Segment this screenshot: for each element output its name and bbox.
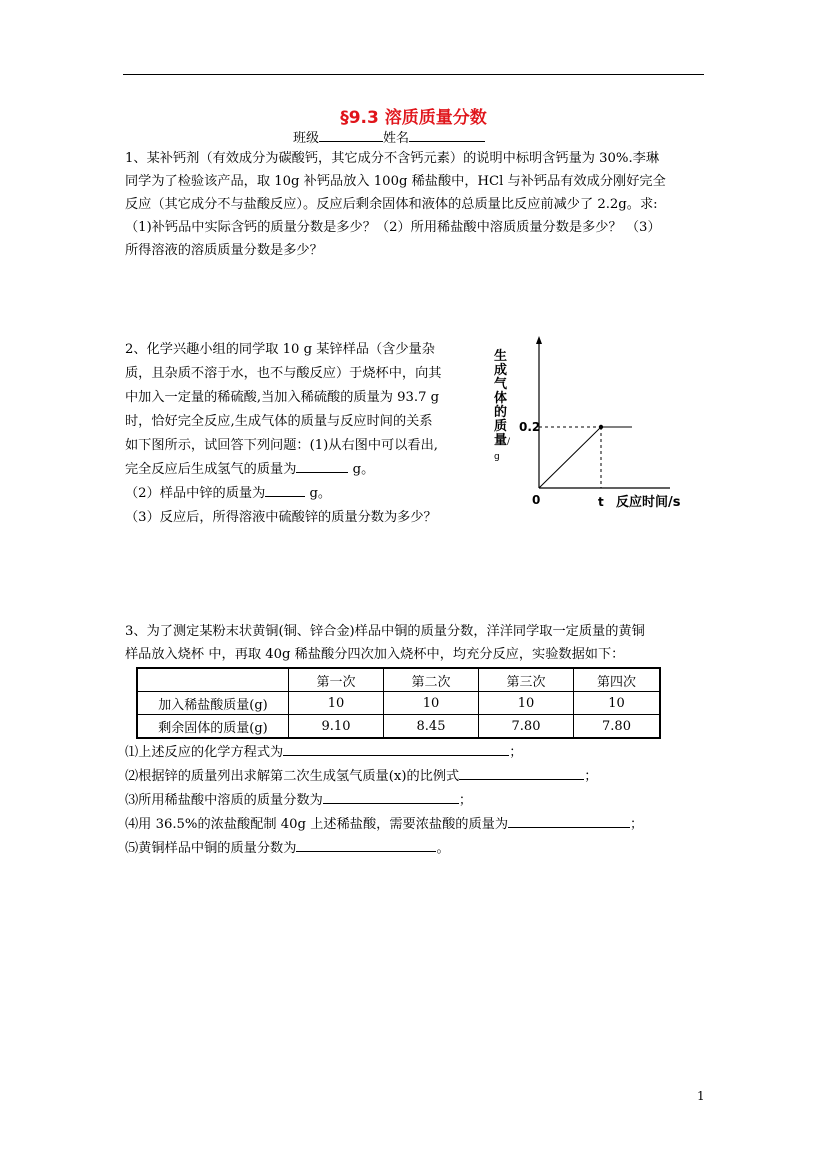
table-cell: 7.80 (574, 715, 661, 739)
name-blank (409, 128, 485, 142)
answer-blank[interactable] (508, 815, 630, 828)
table-header-cell: 第三次 (479, 668, 574, 692)
table-cell: 9.10 (289, 715, 384, 739)
answer-blank[interactable] (296, 839, 436, 852)
q2-line: 质，且杂质不溶于水，也不与酸反应）于烧杯中，向其 (125, 366, 442, 381)
x-axis-label: 反应时间/s (616, 495, 681, 510)
q3-text: ⑵根据锌的质量列出求解第二次生成氢气质量(x)的比例式 (125, 769, 460, 784)
q3-text: ； (458, 793, 472, 808)
q3-subpart (125, 765, 643, 789)
q3-text: ； (584, 769, 598, 784)
chart-y-label (494, 349, 511, 464)
q2-text: （2）样品中锌的质量为 (125, 486, 266, 501)
q2-line (125, 482, 442, 506)
q1-line: 同学为了检验该产品，取 10g 补钙品放入 100g 稀盐酸中，HCl 与补钙品有效成分刚好完全 (125, 174, 666, 189)
q2-line: 中加入一定量的稀硫酸,当加入稀硫酸的质量为 93.7 g (125, 390, 440, 405)
page-title: §9.3 溶质质量分数 (340, 108, 487, 128)
q3-text: ⑶所用稀盐酸中溶质的质量分数为 (125, 793, 323, 808)
q3-subpart (125, 837, 643, 861)
answer-blank[interactable] (296, 460, 348, 473)
table-header-cell: 第四次 (574, 668, 661, 692)
x-tick-label: t (598, 495, 604, 509)
q3-line: 3、为了测定某粉末状黄铜(铜、锌合金)样品中铜的质量分数，洋洋同学取一定质量的黄铜 (125, 624, 645, 639)
q1-line: （1)补钙品中实际含钙的质量分数是多少？（2）所用稀盐酸中溶质质量分数是多少？ （3） (125, 220, 661, 235)
table-header-cell: 第一次 (289, 668, 384, 692)
table-cell: 加入稀盐酸质量(g) (137, 692, 289, 715)
q1-line: 1、某补钙剂（有效成分为碳酸钙，其它成分不含钙元素）的说明中标明含钙量为 30%.李琳 (125, 151, 660, 166)
table-cell: 10 (574, 692, 661, 715)
data-point (599, 425, 603, 429)
question-1 (125, 147, 666, 262)
table-cell: 10 (289, 692, 384, 715)
q3-text: ⑷用 36.5%的浓盐酸配制 40g 上述稀盐酸，需要浓盐酸的质量为 (125, 817, 509, 832)
q3-subpart (125, 789, 643, 813)
table-header-cell (137, 668, 289, 692)
q2-text: g。 (348, 462, 375, 477)
data-table (136, 667, 661, 739)
q2-line: （3）反应后，所得溶液中硫酸锌的质量分数为多少？ (125, 510, 437, 525)
q3-text: 。 (436, 841, 450, 856)
y-label-text: 生成气体的质量 (494, 349, 508, 448)
table-row (137, 715, 660, 739)
q3-text: ⑴上述反应的化学方程式为 (125, 745, 284, 760)
question-2 (125, 338, 442, 530)
q3-text: ； (509, 745, 523, 760)
class-name-line (293, 127, 485, 146)
name-label: 姓名 (383, 131, 410, 146)
q3-text: ⑸黄铜样品中铜的质量分数为 (125, 841, 297, 856)
q2-line: 如下图所示，试回答下列问题：(1)从右图中可以看出, (125, 438, 438, 453)
q2-text: g。 (305, 486, 332, 501)
header-rule (123, 74, 704, 75)
table-header-row (137, 668, 660, 692)
y-axis-arrow (536, 336, 542, 344)
series-line (539, 427, 632, 488)
q1-line: 反应（其它成分不与盐酸反应）。反应后剩余固体和液体的总质量比反应前减少了 2.2g。求: (125, 197, 658, 212)
y-tick-label: 0.2 (519, 420, 541, 434)
question-3-subparts (125, 741, 643, 861)
gas-time-chart (510, 330, 690, 515)
class-label: 班级 (293, 131, 320, 146)
class-blank (319, 128, 383, 142)
origin-label: 0 (532, 493, 541, 507)
answer-blank[interactable] (323, 791, 459, 804)
table-cell: 剩余固体的质量(g) (137, 715, 289, 739)
question-3 (125, 620, 645, 666)
q2-line: 时，恰好完全反应,生成气体的质量与反应时间的关系 (125, 414, 433, 429)
q3-subpart (125, 813, 643, 837)
table-row (137, 692, 660, 715)
q2-line: 2、化学兴趣小组的同学取 10 g 某锌样品（含少量杂 (125, 342, 435, 357)
table-cell: 10 (384, 692, 479, 715)
table-header-cell: 第二次 (384, 668, 479, 692)
q1-line: 所得溶液的溶质质量分数是多少？ (125, 243, 323, 258)
table-cell: 8.45 (384, 715, 479, 739)
y-unit-text: /g (494, 437, 511, 462)
table-cell: 7.80 (479, 715, 574, 739)
q3-line: 样品放入烧杯 中，再取 40g 稀盐酸分四次加入烧杯中，均充分反应，实验数据如下： (125, 647, 625, 662)
page-number: 1 (697, 1089, 705, 1103)
answer-blank[interactable] (265, 484, 305, 497)
q2-text: 完全反应后生成氢气的质量为 (125, 462, 297, 477)
answer-blank[interactable] (459, 767, 584, 780)
q3-text: ； (630, 817, 644, 832)
q2-line (125, 458, 442, 482)
q3-subpart (125, 741, 643, 765)
answer-blank[interactable] (283, 743, 509, 756)
table-cell: 10 (479, 692, 574, 715)
